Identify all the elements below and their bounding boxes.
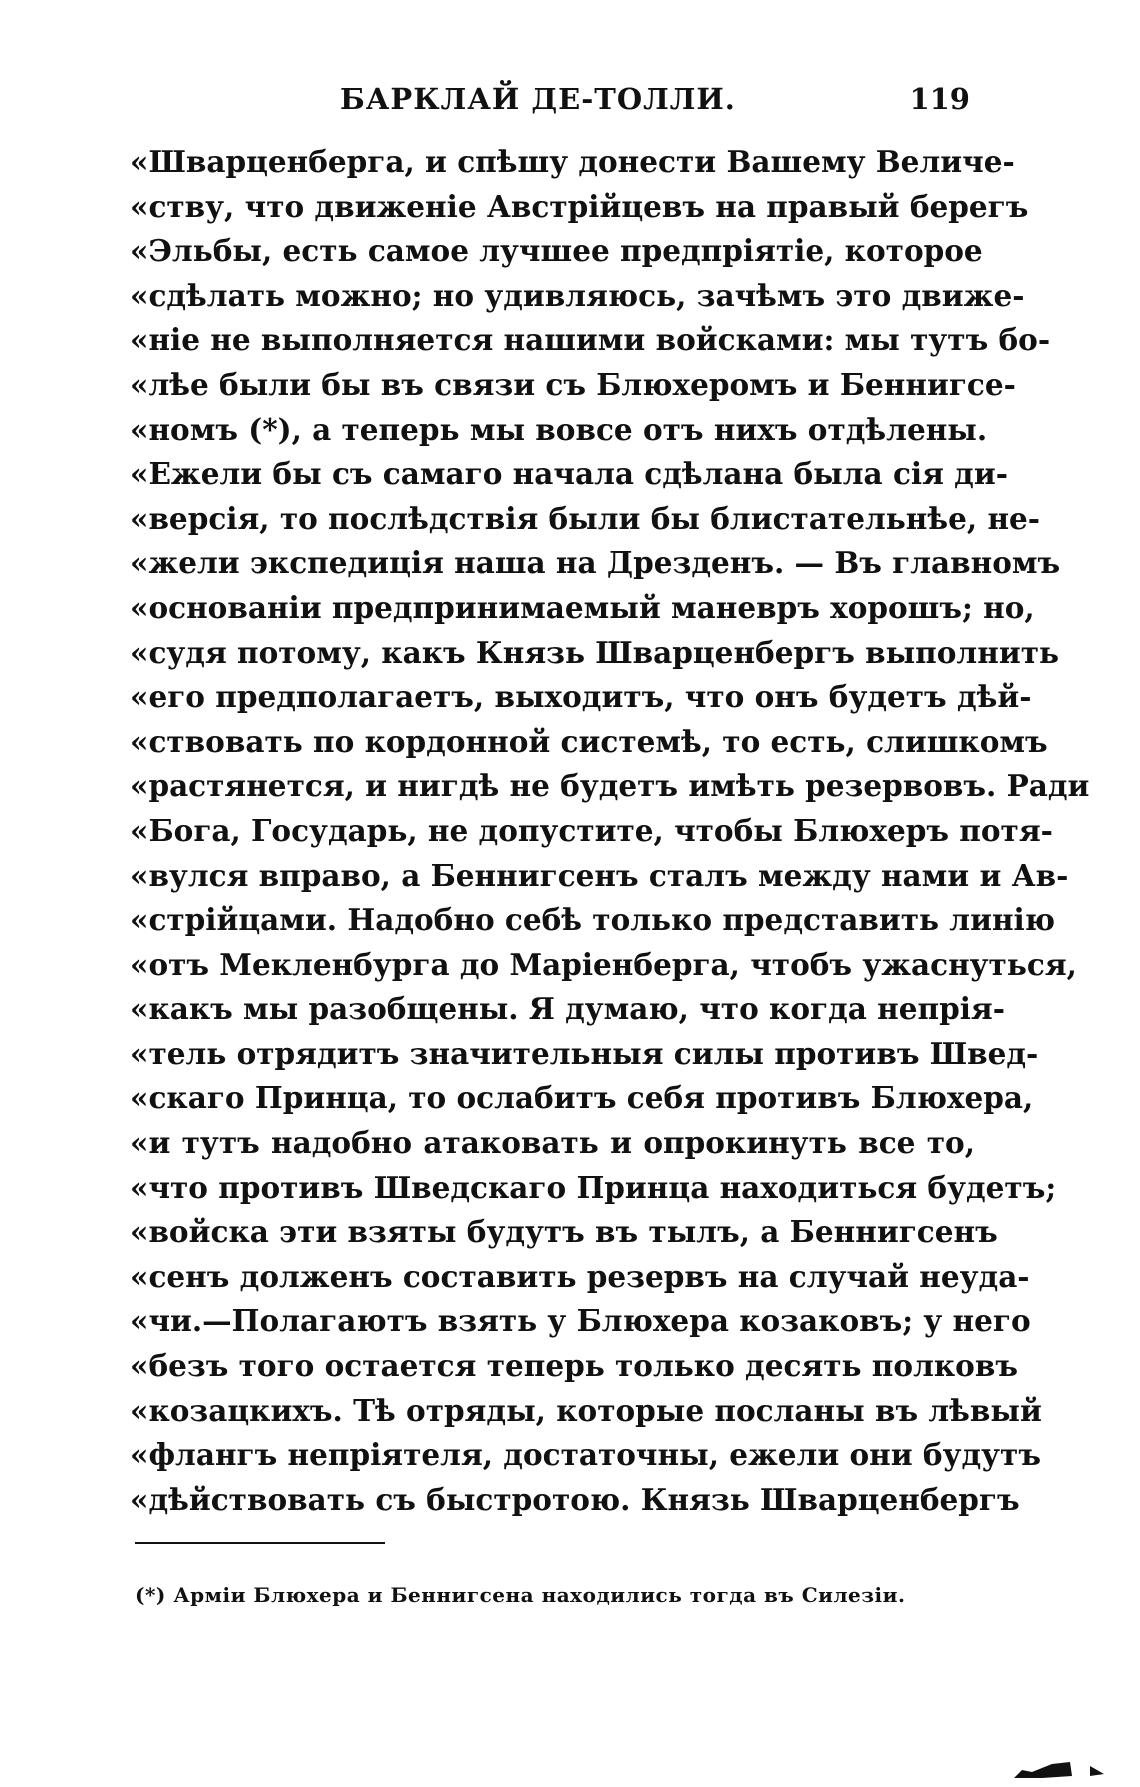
text-line: «скаго Принца, то ослабитъ себя противъ Блюхера,	[130, 1080, 1034, 1116]
text-line: «тель отрядитъ значительныя силы противъ Швед-	[130, 1035, 1039, 1071]
running-title: БАРКЛАЙ ДЕ-ТОЛЛИ.	[340, 82, 736, 116]
text-line: «флангъ непріятеля, достаточны, ежели они будутъ	[130, 1437, 1041, 1473]
body-text	[130, 140, 1090, 1522]
text-line: «ніе не выполняется нашими войсками: мы тутъ бо-	[130, 322, 1051, 358]
text-line: «отъ Мекленбурга до Маріенберга, чтобъ ужаснуться,	[130, 946, 1077, 982]
text-line: «Ежели бы съ самаго начала сдѣлана была сія ди-	[130, 456, 1008, 492]
footnote: (*) Арміи Блюхера и Беннигсена находились тогда въ Силезіи.	[135, 1583, 906, 1607]
footnote-rule	[135, 1542, 385, 1544]
text-line: «ствовать по кордонной системѣ, то есть, слишкомъ	[130, 723, 1048, 759]
page-number: 119	[909, 82, 970, 116]
text-line: «растянется, и нигдѣ не будетъ имѣть резервовъ. Ради	[130, 768, 1090, 804]
text-line: «какъ мы разобщены. Я думаю, что когда непрія-	[130, 991, 1005, 1027]
text-line: «войска эти взяты будутъ въ тылъ, а Беннигсенъ	[130, 1214, 998, 1250]
text-line: «Эльбы, есть самое лучшее предпріятіе, которое	[130, 233, 983, 269]
text-line: «Шварценберга, и спѣшу донести Вашему Величе-	[130, 144, 1015, 179]
text-line: «сдѣлать можно; но удивляюсь, зачѣмъ это движе-	[130, 277, 1025, 313]
text-line: «судя потому, какъ Князь Шварценбергъ выполнить	[130, 634, 1060, 670]
text-line: «жели экспедиція наша на Дрезденъ. — Въ главномъ	[130, 545, 1061, 581]
text-line: «номъ (*), а теперь мы вовсе отъ нихъ отдѣлены.	[130, 411, 988, 447]
text-line: «безъ того остается теперь только десять полковъ	[130, 1348, 1018, 1384]
text-line: «что противъ Шведскаго Принца находиться будетъ;	[130, 1169, 1057, 1205]
text-line: «лѣе были бы въ связи съ Блюхеромъ и Беннигсе-	[130, 366, 1016, 402]
text-line: «сенъ долженъ составить резервъ на случай неуда-	[130, 1258, 1030, 1294]
text-line: «дѣйствовать съ быстротою. Князь Шварценбергъ	[130, 1481, 1020, 1517]
scan-mark-decoration	[1012, 1758, 1107, 1780]
text-line: «и тутъ надобно атаковать и опрокинуть все то,	[130, 1125, 975, 1161]
text-line: «версія, то послѣдствія были бы блистательнѣе, не-	[130, 500, 1041, 536]
text-line: «основаніи предпринимаемый маневръ хорошъ; но,	[130, 589, 1035, 625]
page-header	[140, 82, 970, 122]
text-line: «ству, что движеніе Австрійцевъ на правый берегъ	[130, 188, 1029, 224]
text-line: «стрійцами. Надобно себѣ только представить линію	[130, 902, 1056, 938]
text-line: «чи.—Полагаютъ взять у Блюхера козаковъ; у него	[130, 1303, 1031, 1339]
text-line: «козацкихъ. Тѣ отряды, которые посланы въ лѣвый	[130, 1392, 1042, 1428]
text-line: «его предполагаетъ, выходитъ, что онъ будетъ дѣй-	[130, 679, 1032, 715]
text-line: «Бога, Государь, не допустите, чтобы Блюхеръ потя-	[130, 812, 1053, 848]
text-line: «вулся вправо, а Беннигсенъ сталъ между нами и Ав-	[130, 857, 1069, 893]
